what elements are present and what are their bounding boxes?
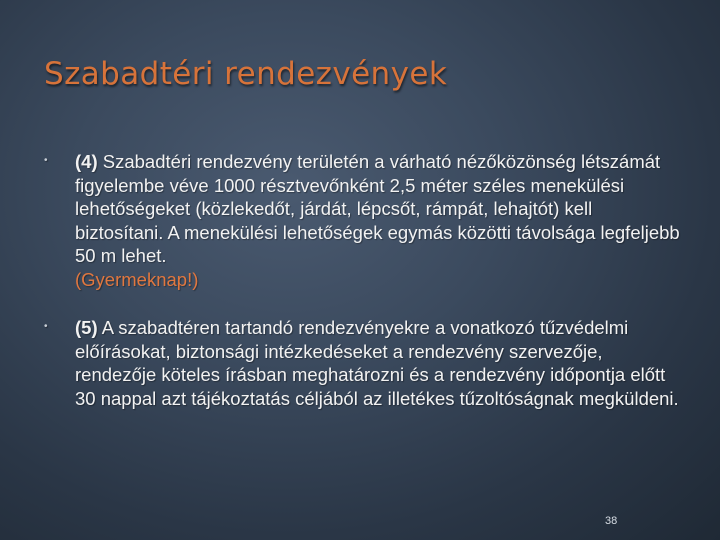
slide-title: Szabadtéri rendezvények <box>44 56 448 92</box>
bullet-note: (Gyermeknap!) <box>75 268 199 290</box>
bullet-marker-icon: • <box>44 321 48 332</box>
paragraph-number: (4) <box>75 151 98 172</box>
paragraph-number: (5) <box>75 317 98 338</box>
bullet-list <box>44 150 684 410</box>
bullet-text: Szabadtéri rendezvény területén a várható nézőközönség létszámát figyelembe véve 1000 résztvevőnként 2,5 méter széles menekülési lehetőségeket (közlekedőt, járdát, lépcsőt, rámpát, lehajtót) kell biztosítani. A menekülési lehetőségek egymás közötti távolsága legfeljebb 50 m lehet. <box>75 151 680 266</box>
bullet-item <box>44 316 684 410</box>
page-number: 38 <box>605 515 618 527</box>
bullet-marker-icon: • <box>44 155 48 166</box>
bullet-text: A szabadtéren tartandó rendezvényekre a vonatkozó tűzvédelmi előírásokat, biztonsági intézkedéseket a rendezvény szervezője, rendezője köteles írásban meghatározni és a rendezvény időpontja előtt 30 nappal azt tájékoztatás céljából az illetékes tűzoltóságnak megküldeni. <box>75 317 679 409</box>
bullet-item <box>44 150 684 291</box>
